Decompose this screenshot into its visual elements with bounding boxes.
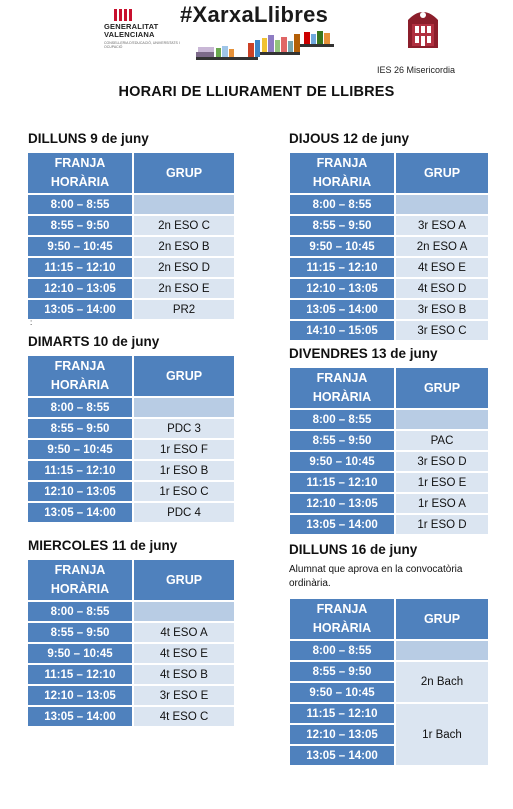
table-row [289,472,489,493]
day-heading-miercoles-11: MIERCOLES 11 de juny [28,538,178,553]
group-cell-merged: 1r Bach [395,703,489,766]
schedule-table-dilluns-9 [27,152,235,320]
schedule-table-dimarts-10 [27,355,235,523]
time-slot: 12:10 – 13:05 [27,278,133,299]
column-header-franja: FRANJA HORÀRIA [289,598,395,640]
time-slot: 13:05 – 14:00 [289,514,395,535]
time-slot: 9:50 – 10:45 [27,439,133,460]
time-slot: 8:00 – 8:55 [27,194,133,215]
group-cell: 1r ESO D [395,514,489,535]
table-row [27,299,235,320]
school-crest-icon [402,4,444,50]
table-row [289,493,489,514]
time-slot: 12:10 – 13:05 [289,493,395,514]
table-header-row [27,559,235,601]
page-title: HORARI DE LLIURAMENT DE LLIBRES [118,84,395,100]
group-cell: 1r ESO F [133,439,235,460]
generalitat-emblem-icon [112,8,134,22]
group-cell: 3r ESO D [395,451,489,472]
column-header-franja: FRANJA HORÀRIA [289,367,395,409]
group-cell: PDC 3 [133,418,235,439]
time-slot: 11:15 – 12:10 [289,257,395,278]
table-row [289,299,489,320]
table-row [27,278,235,299]
table-row [27,418,235,439]
column-header-grup: GRUP [133,355,235,397]
bookshelf-icon [196,30,336,70]
column-header-grup: GRUP [133,152,235,194]
time-slot: 11:15 – 12:10 [27,460,133,481]
time-slot: 11:15 – 12:10 [289,472,395,493]
table-row [27,215,235,236]
table-header-row [289,367,489,409]
table-header-row [27,355,235,397]
time-slot: 13:05 – 14:00 [289,745,395,766]
schedule-table-dilluns-16 [289,598,489,766]
table-row [289,320,489,341]
group-cell [395,640,489,661]
column-header-grup: GRUP [133,559,235,601]
day-heading-dilluns-9: DILLUNS 9 de juny [28,131,149,146]
time-slot: 12:10 – 13:05 [289,724,395,745]
column-header-grup: GRUP [395,598,489,640]
time-slot: 12:10 – 13:05 [289,278,395,299]
column-header-grup: GRUP [395,367,489,409]
group-cell: 2n ESO E [133,278,235,299]
time-slot: 13:05 – 14:00 [27,502,133,523]
table-row [27,685,235,706]
time-slot: 14:10 – 15:05 [289,320,395,341]
group-cell: 1r ESO B [133,460,235,481]
time-slot: 12:10 – 13:05 [27,481,133,502]
table-row [27,257,235,278]
day-heading-dimarts-10: DIMARTS 10 de juny [28,334,160,349]
table-row [27,706,235,727]
table-header-row [27,152,235,194]
table-row [27,439,235,460]
group-cell: 4t ESO C [133,706,235,727]
time-slot: 8:55 – 9:50 [27,622,133,643]
table-row [27,622,235,643]
time-slot: 9:50 – 10:45 [27,643,133,664]
time-slot: 8:00 – 8:55 [289,194,395,215]
table-row [289,278,489,299]
time-slot: 11:15 – 12:10 [27,664,133,685]
group-cell: 2n ESO C [133,215,235,236]
schedule-table-divendres-13 [289,367,489,535]
table-row [27,481,235,502]
time-slot: 12:10 – 13:05 [27,685,133,706]
time-slot: 9:50 – 10:45 [27,236,133,257]
time-slot: 8:55 – 9:50 [27,215,133,236]
time-slot: 8:55 – 9:50 [27,418,133,439]
day-heading-divendres-13: DIVENDRES 13 de juny [289,346,438,361]
table-row [289,257,489,278]
table-row [27,194,235,215]
group-cell [133,194,235,215]
group-cell [133,397,235,418]
table-row [289,194,489,215]
table-row [27,460,235,481]
table-row [289,236,489,257]
table-row [27,397,235,418]
time-slot: 8:55 – 9:50 [289,661,395,682]
group-cell [395,194,489,215]
group-cell-merged: 2n Bach [395,661,489,703]
table-row [27,643,235,664]
day-heading-dijous-12: DIJOUS 12 de juny [289,131,410,146]
table-row [27,664,235,685]
group-cell [133,601,235,622]
group-cell: 1r ESO E [395,472,489,493]
column-header-franja: FRANJA HORÀRIA [27,355,133,397]
group-cell: PDC 4 [133,502,235,523]
time-slot: 13:05 – 14:00 [289,299,395,320]
time-slot: 8:00 – 8:55 [27,601,133,622]
time-slot: 9:50 – 10:45 [289,236,395,257]
group-cell: PAC [395,430,489,451]
group-cell: 4t ESO E [133,643,235,664]
time-slot: 11:15 – 12:10 [27,257,133,278]
day-heading-dilluns-16: DILLUNS 16 de juny [289,542,418,557]
group-cell: 4t ESO A [133,622,235,643]
school-name: IES 26 Misericordia [377,65,456,75]
table-row [27,601,235,622]
column-header-franja: FRANJA HORÀRIA [289,152,395,194]
table-row [289,661,489,682]
table-header-row [289,152,489,194]
group-cell: 1r ESO C [133,481,235,502]
group-cell: 3r ESO C [395,320,489,341]
schedule-table-dijous-12 [289,152,489,341]
campaign-hashtag: #XarxaLlibres [180,2,329,27]
group-cell: 3r ESO E [133,685,235,706]
time-slot: 8:00 – 8:55 [289,409,395,430]
generalitat-line1: GENERALITAT [104,22,159,31]
group-cell: 2n ESO A [395,236,489,257]
time-slot: 8:00 – 8:55 [289,640,395,661]
table-row [289,215,489,236]
table-row [289,430,489,451]
group-cell: 3r ESO B [395,299,489,320]
table-header-row [289,598,489,640]
time-slot: 13:05 – 14:00 [27,706,133,727]
time-slot: 8:55 – 9:50 [289,215,395,236]
conselleria-line: CONSELLERIA D'EDUCACIÓ, UNIVERSITATS I OCUPACIÓ [104,41,180,49]
time-slot: 8:00 – 8:55 [27,397,133,418]
group-cell [395,409,489,430]
time-slot: 11:15 – 12:10 [289,703,395,724]
time-slot: 9:50 – 10:45 [289,682,395,703]
group-cell: 2n ESO B [133,236,235,257]
stray-colon-mark: : [30,318,33,327]
group-cell: 1r ESO A [395,493,489,514]
column-header-grup: GRUP [395,152,489,194]
time-slot: 8:55 – 9:50 [289,430,395,451]
table-row [289,451,489,472]
table-row [289,703,489,724]
table-row [289,640,489,661]
group-cell: 2n ESO D [133,257,235,278]
table-row [289,409,489,430]
table-row [289,514,489,535]
group-cell: 4t ESO B [133,664,235,685]
group-cell: 4t ESO D [395,278,489,299]
generalitat-line2: VALENCIANA [104,30,155,39]
time-slot: 9:50 – 10:45 [289,451,395,472]
group-cell: 4t ESO E [395,257,489,278]
group-cell: 3r ESO A [395,215,489,236]
schedule-table-miercoles-11 [27,559,235,727]
group-cell: PR2 [133,299,235,320]
table-row [27,502,235,523]
table-row [27,236,235,257]
column-header-franja: FRANJA HORÀRIA [27,559,133,601]
column-header-franja: FRANJA HORÀRIA [27,152,133,194]
time-slot: 13:05 – 14:00 [27,299,133,320]
dilluns-16-note: Alumnat que aprova en la convocatòria ordinària. [289,564,463,589]
